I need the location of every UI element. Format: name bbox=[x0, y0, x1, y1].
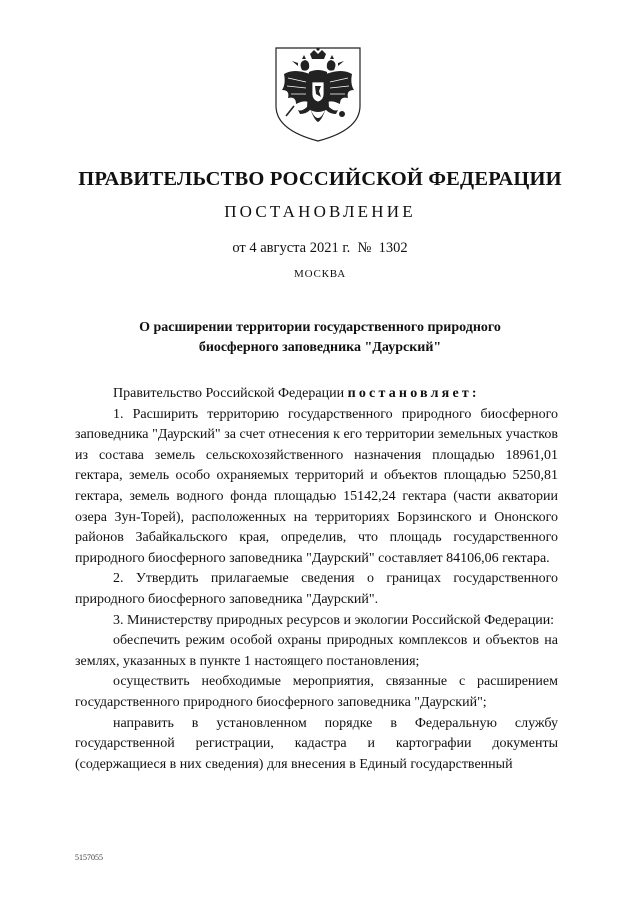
government-title: ПРАВИТЕЛЬСТВО РОССИЙСКОЙ ФЕДЕРАЦИИ bbox=[78, 168, 562, 190]
document-date: от 4 августа 2021 г. bbox=[232, 240, 351, 256]
footer-document-code: 5157055 bbox=[75, 853, 103, 862]
intro-prefix: Правительство Российской Федерации bbox=[113, 386, 345, 401]
document-body bbox=[75, 384, 558, 775]
paragraph-2: 2. Утвердить прилагаемые сведения о границах государственного природного биосферного заповедника "Даурский". bbox=[75, 571, 558, 607]
document-date-number bbox=[0, 240, 640, 257]
document-number: № 1302 bbox=[357, 240, 408, 256]
coat-of-arms-icon bbox=[272, 44, 364, 144]
intro-verb: постановляет: bbox=[347, 386, 480, 401]
paragraph-3: 3. Министерству природных ресурсов и экологии Российской Федерации: bbox=[113, 612, 555, 628]
subject-line-1: О расширении территории государственного природного bbox=[139, 320, 501, 335]
document-city: МОСКВА bbox=[294, 268, 346, 280]
paragraph-4: обеспечить режим особой охраны природных комплексов и объектов на землях, указанных в пункте 1 настоящего постановления; bbox=[75, 633, 558, 669]
intro-paragraph bbox=[75, 384, 558, 405]
document-subject bbox=[80, 318, 560, 358]
paragraph-5: осуществить необходимые мероприятия, связанные с расширением государственного природного биосферного заповедника "Даурский"; bbox=[75, 674, 558, 710]
paragraph-6: направить в установленном порядке в Федеральную службу государственной регистрации, кадастра и картографии документы (содержащиеся в них сведения) для внесения в Единый государственный bbox=[75, 715, 558, 772]
subject-line-2: биосферного заповедника "Даурский" bbox=[198, 340, 442, 355]
document-type: ПОСТАНОВЛЕНИЕ bbox=[224, 202, 416, 221]
paragraph-1: 1. Расширить территорию государственного природного биосферного заповедника "Даурский" за счет отнесения к его территории земельных участков из состава земель сельскохозяйственного назначения площадью 18961,01 гектара, земель особо охраняемых территорий и объектов площадью 5250,81 гектара, земель водного фонда площадью 15142,24 гектара (части акватории озера Зун-Торей), расположенных на территориях Борзинского и Ононского районов Забайкальского края, определив, что площадь государственного природного биосферного заповедника "Даурский" составляет 84106,06 гектара. bbox=[75, 406, 558, 566]
